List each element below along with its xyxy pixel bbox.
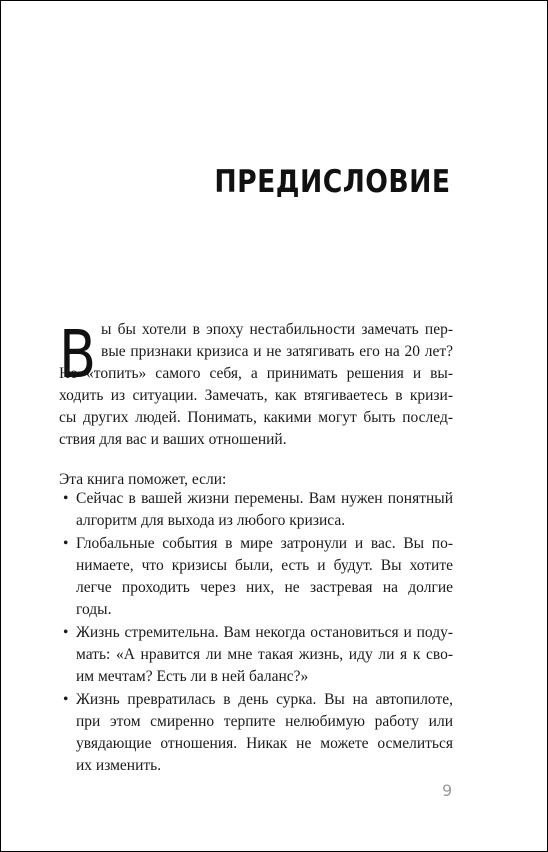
list-item-line: годы.: [76, 601, 112, 618]
list-item-line: мать: «А нравится ли мне такая жизнь, иду ли я к сво-: [76, 646, 453, 663]
bullet-icon: •: [63, 535, 69, 552]
list-item-line: им мечтам? Есть ли в ней баланс?»: [76, 668, 309, 685]
drop-cap: В: [59, 316, 97, 393]
intro-line: ходить из ситуации. Замечать, как втягиваетесь в кризи-: [59, 387, 453, 404]
list-item-line: при этом смиренно терпите нелюбимую работу или: [76, 713, 453, 730]
bullet-icon: •: [63, 624, 69, 641]
list-item-line: их изменить.: [76, 757, 162, 774]
bullet-icon: •: [63, 691, 69, 708]
intro-line: вые признаки кризиса и не затягивать его на 20 лет?: [101, 343, 453, 360]
intro-line: ствия для вас и ваших отношений.: [59, 431, 287, 448]
list-item-line: Жизнь стремительна. Вам некогда остановиться и поду-: [76, 624, 453, 641]
intro-line: Не «топить» самого себя, а принимать решения и вы-: [59, 365, 453, 382]
chapter-title: ПРЕДИСЛОВИЕ: [213, 164, 450, 200]
list-item-line: Жизнь превратилась в день сурка. Вы на автопилоте,: [76, 691, 453, 708]
list-lead-in: Эта книга поможет, если:: [59, 471, 227, 488]
page-number: 9: [442, 781, 453, 800]
list-item-line: нимаете, что кризисы были, есть и будут. Вы хотите: [76, 557, 453, 574]
bullet-icon: •: [63, 490, 69, 507]
intro-line: сы других людей. Понимать, какими могут быть послед-: [59, 409, 453, 426]
list-item-line: легче проходить через них, не застревая на долгие: [76, 579, 453, 596]
list-item-line: увядающие отношения. Никак не можете осмелиться: [76, 735, 453, 752]
list-item-line: Глобальные события в мире затронули и вас. Вы по-: [76, 535, 453, 552]
intro-line: ы бы хотели в эпоху нестабильности замечать пер-: [101, 321, 453, 338]
list-item-line: алгоритм для выхода из любого кризиса.: [76, 512, 346, 529]
list-item-line: Сейчас в вашей жизни перемены. Вам нужен понятный: [76, 490, 453, 507]
